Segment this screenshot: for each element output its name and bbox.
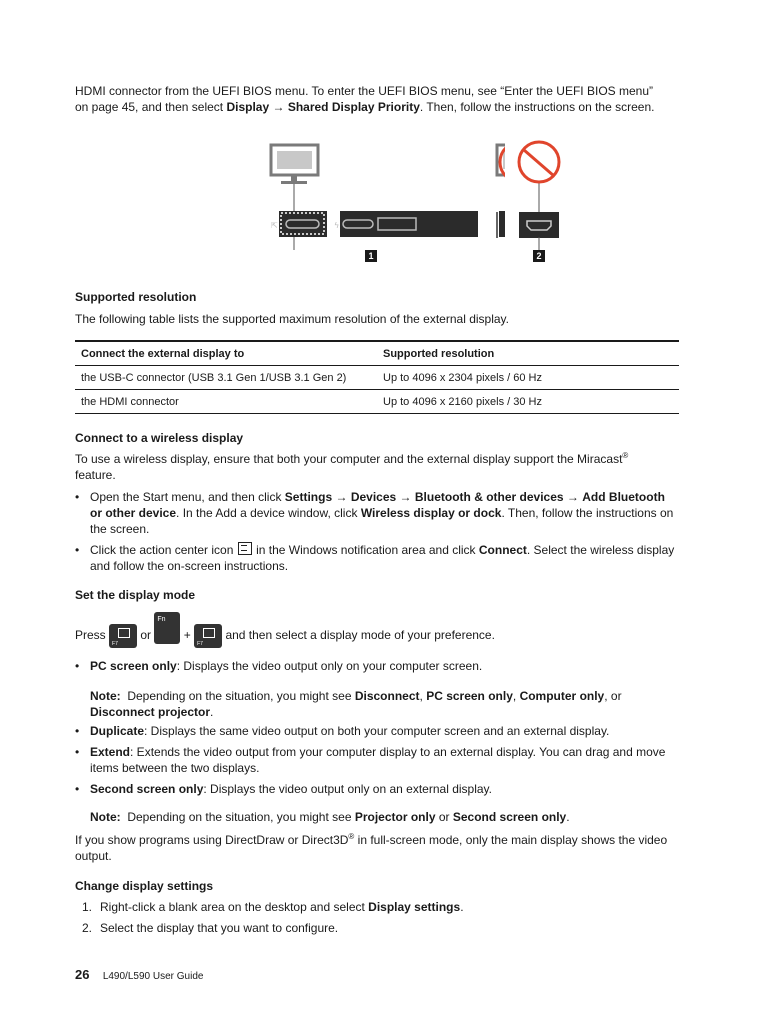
- intro-line-1: HDMI connector from the UEFI BIOS menu. To enter the UEFI BIOS menu, see “Enter the UEFI BIOS menu”: [75, 84, 653, 98]
- display-mode-shortcut-line: Press F7 or Fn + F7 and then select a display mode of your preference.: [75, 620, 675, 652]
- display-switch-icon: [118, 628, 130, 638]
- f7-key: F7: [194, 624, 222, 648]
- callout-2: 2: [533, 250, 545, 262]
- table-row: [75, 366, 679, 390]
- supported-resolution-text: The following table lists the supported maximum resolution of the external display.: [75, 312, 509, 326]
- connector-illustration: [265, 138, 542, 268]
- table-cell: the HDMI connector: [75, 390, 377, 414]
- list-item: • Click the action center icon in the Windows notification area and click Connect. Select the wireless display and follow the on-screen instructions.: [75, 542, 680, 574]
- table-cell: Up to 4096 x 2160 pixels / 30 Hz: [377, 390, 679, 414]
- note-1: Note: Depending on the situation, you might see Disconnect, PC screen only, Computer only, or Disconnect projector.: [90, 689, 622, 719]
- f7-key: F7: [109, 624, 137, 648]
- page-footer: [75, 967, 203, 985]
- intro-line-2: on page 45, and then select Display → Shared Display Priority. Then, follow the instructions on the screen.: [75, 100, 655, 114]
- table-header: Connect the external display to: [75, 341, 377, 366]
- change-settings-steps: [75, 899, 680, 941]
- table-cell: Up to 4096 x 2304 pixels / 60 Hz: [377, 366, 679, 390]
- display-mode-list-2: [75, 723, 680, 797]
- list-item: 1. Right-click a blank area on the desktop and select Display settings.: [82, 900, 464, 914]
- directx-paragraph: If you show programs using DirectDraw or Direct3D® in full-screen mode, only the main display shows the video output.: [75, 832, 668, 863]
- wireless-steps-list: [75, 489, 680, 574]
- intro-paragraph: [75, 83, 680, 115]
- svg-text:⇱: ⇱: [271, 221, 278, 230]
- display-switch-icon: [203, 628, 215, 638]
- note-2: Note: Depending on the situation, you might see Projector only or Second screen only.: [90, 810, 570, 824]
- supported-resolution-heading: Supported resolution: [75, 290, 197, 304]
- wireless-display-heading: Connect to a wireless display: [75, 431, 244, 445]
- guide-title: L490/L590 User Guide: [102, 971, 204, 982]
- display-mode-heading: Set the display mode: [75, 588, 196, 602]
- prohibited-slash: [524, 150, 554, 176]
- fn-key: Fn: [154, 612, 180, 644]
- table-cell: the USB-C connector (USB 3.1 Gen 1/USB 3.1 Gen 2): [75, 366, 377, 390]
- list-item: • Open the Start menu, and then click Settings → Devices → Bluetooth & other devices → Add Bluetooth or other device. In the Add a device window, click Wireless display or dock. Then, follow the instructions on the screen.: [75, 489, 680, 537]
- page-number: 26: [75, 967, 90, 982]
- table-header-row: [75, 341, 679, 366]
- list-item: 2. Select the display that you want to configure.: [82, 921, 339, 935]
- figure-overlay-svg: [265, 138, 570, 268]
- list-item: • Second screen only: Displays the video output only on an external display.: [75, 781, 680, 797]
- list-item: • Duplicate: Displays the same video output on both your computer screen and an external display.: [75, 723, 680, 739]
- action-center-icon: [238, 542, 252, 555]
- resolution-table: [75, 340, 679, 414]
- table-row: [75, 390, 679, 414]
- list-item: • Extend: Extends the video output from your computer display to an external display. You can drag and move items between the two displays.: [75, 744, 680, 776]
- table-header: Supported resolution: [377, 341, 679, 366]
- wireless-intro-text: To use a wireless display, ensure that both your computer and the external display support the Miracast® feature.: [75, 451, 629, 482]
- display-mode-list-1: [75, 658, 680, 674]
- svg-text:ϟ: ϟ: [334, 221, 340, 230]
- list-item: • PC screen only: Displays the video output only on your computer screen.: [75, 658, 680, 674]
- callout-1: 1: [365, 250, 377, 262]
- change-settings-heading: Change display settings: [75, 879, 214, 893]
